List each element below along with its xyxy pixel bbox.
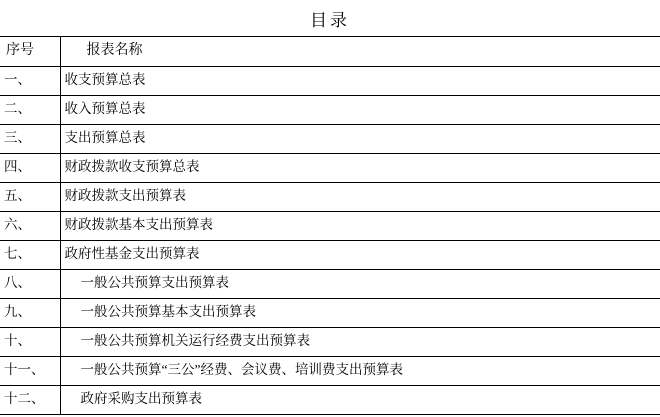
row-index-cell: 四、: [0, 153, 60, 182]
row-index-cell: 二、: [0, 95, 60, 124]
report-name-cell: 财政拨款基本支出预算表: [60, 211, 660, 240]
table-row: [0, 66, 660, 95]
table-of-contents: [0, 37, 660, 415]
row-index-cell: 六、: [0, 211, 60, 240]
page-title-row: [0, 0, 660, 37]
report-name-cell: 一般公共预算基本支出预算表: [60, 298, 660, 327]
table-row: [0, 153, 660, 182]
table-row: [0, 182, 660, 211]
table-row: [0, 95, 660, 124]
row-index-cell: 七、: [0, 240, 60, 269]
report-name-cell: 一般公共预算“三公”经费、会议费、培训费支出预算表: [60, 356, 660, 385]
row-index-cell: 五、: [0, 182, 60, 211]
page-title: 目录: [310, 10, 350, 31]
table-row: [0, 269, 660, 298]
row-index-cell: 十、: [0, 327, 60, 356]
table-body: [0, 37, 660, 414]
report-name-cell: 一般公共预算机关运行经费支出预算表: [60, 327, 660, 356]
table-row: [0, 327, 660, 356]
report-name-cell: 收入预算总表: [60, 95, 660, 124]
row-index-cell: 一、: [0, 66, 60, 95]
report-name-cell: 一般公共预算支出预算表: [60, 269, 660, 298]
report-name-cell: 支出预算总表: [60, 124, 660, 153]
row-index-cell: 十二、: [0, 385, 60, 414]
row-index-cell: 九、: [0, 298, 60, 327]
row-index-cell: 十一、: [0, 356, 60, 385]
table-header-row: [0, 37, 660, 66]
table-row: [0, 385, 660, 414]
table-row: [0, 240, 660, 269]
table-row: [0, 211, 660, 240]
report-name-cell: 收支预算总表: [60, 66, 660, 95]
table-row: [0, 356, 660, 385]
table-row: [0, 298, 660, 327]
report-name-cell: 政府性基金支出预算表: [60, 240, 660, 269]
report-name-cell: 财政拨款收支预算总表: [60, 153, 660, 182]
row-index-cell: 三、: [0, 124, 60, 153]
table-row: [0, 124, 660, 153]
column-header-num: 序号: [0, 37, 60, 66]
report-name-cell: 政府采购支出预算表: [60, 385, 660, 414]
column-header-name: 报表名称: [60, 37, 660, 66]
row-index-cell: 八、: [0, 269, 60, 298]
report-name-cell: 财政拨款支出预算表: [60, 182, 660, 211]
